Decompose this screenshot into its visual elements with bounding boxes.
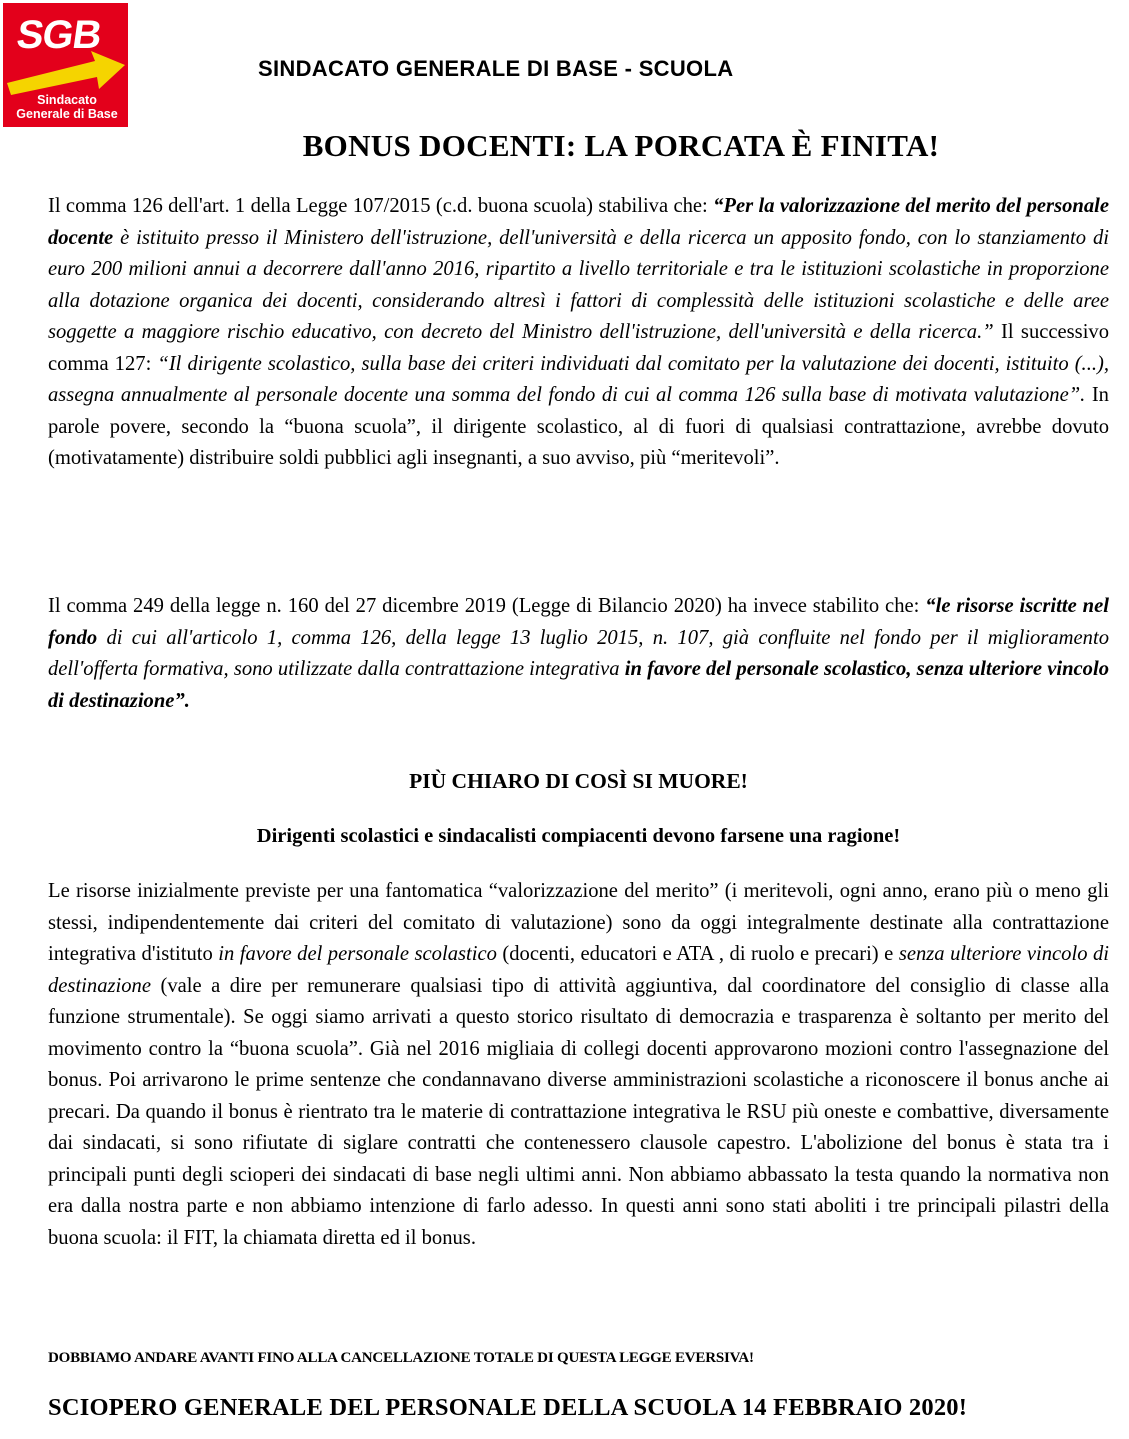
p1-quote: “Il dirigente scolastico, sulla base dei criteri individuati dal comitato per la valutazione dei docenti, istituito (...), assegna annualmente al personale docente una somma del fondo di cui al comma 126 sulla base di motivata valutazione”. <box>48 352 1110 406</box>
strike-announcement: SCIOPERO GENERALE DEL PERSONALE DELLA SCUOLA 14 FEBBRAIO 2020! <box>48 1394 968 1421</box>
paragraph-risorse <box>48 876 1109 1254</box>
heading-piu-chiaro: PIÙ CHIARO DI COSÌ SI MUORE! <box>409 769 748 793</box>
p3-text: Le risorse inizialmente previste per una fantomatica “valorizzazione del merito” (i meritevoli, ogni anno, erano più o meno gli stessi, indipendentemente dai criteri del comitato di valutazione) sono da oggi integralmente destinate alla contrattazione integrativa d'istituto <box>48 880 1109 965</box>
p2-quote-bold: in favore del personale scolastico, senza ulteriore vincolo di destinazione”. <box>48 658 1109 712</box>
caps-statement: DOBBIAMO ANDARE AVANTI FINO ALLA CANCELLAZIONE TOTALE DI QUESTA LEGGE EVERSIVA! <box>48 1350 754 1366</box>
organization-title: SINDACATO GENERALE DI BASE - SCUOLA <box>258 56 734 81</box>
p3-text: (vale a dire per remunerare qualsiasi tipo di attività aggiuntiva, dal coordinatore del consiglio di classe alla funzione strumentale). Se oggi siamo arrivati a questo storico risultato di democrazia e trasparenza è soltanto per merito del movimento contro la “buona scuola”. Già nel 2016 migliaia di collegi docenti approvarono mozioni contro l'assegnazione del bonus. Poi arrivarono le prime sentenze che condannavano diverse amministrazioni scolastiche a riconoscere il bonus anche ai precari. Da quando il bonus è rientrato tra le materie di contrattazione integrativa le RSU più oneste e combattive, diversamente dai sindacati, si sono rifiutate di siglare contratti che contenessero clausole capestro. L'abolizione del bonus è stata tra i principali punti degli scioperi dei sindacati di base negli ultimi anni. Non abbiamo abbassato la testa quando la normativa non era dalla nostra parte e non abbiamo intenzione di farlo adesso. In questi anni sono stati aboliti i tre principali pilastri della buona scuola: il FIT, la chiamata diretta ed il bonus. <box>48 974 1109 1249</box>
p3-text: (docenti, educatori e ATA , di ruolo e precari) e <box>496 943 899 965</box>
p2-text: Il comma 249 della legge n. 160 del 27 dicembre 2019 (Legge di Bilancio 2020) ha invece stabilito che: <box>48 595 926 617</box>
sgb-logo <box>3 3 128 127</box>
p1-quote: è istituito presso il Ministero dell'istruzione, dell'università e della ricerca un apposito fondo, con lo stanziamento di euro 200 milioni annui a decorrere dall'anno 2016, ripartito a livello territoriale e tra le istituzioni scolastiche in proporzione alla dotazione organica dei docenti, considerando altresì i fattori di complessità delle istituzioni scolastiche e delle aree soggette a maggiore rischio educativo, con decreto del Ministro dell'istruzione, dell'università e della ricerca.” <box>48 226 1109 343</box>
logo-subtitle-line2: Generale di Base <box>16 107 118 121</box>
p1-text: Il successivo comma 127: <box>48 321 1110 375</box>
p2-quote-bold: “le risorse iscritte nel fondo <box>48 595 1109 649</box>
p3-italic: senza ulteriore vincolo di destinazione <box>48 943 1110 997</box>
p1-text: Il comma 126 dell'art. 1 della Legge 107/2015 (c.d. buona scuola) stabiliva che: <box>48 195 714 217</box>
p3-italic: in favore del personale scolastico <box>218 943 497 965</box>
p1-text: In parole povere, secondo la “buona scuola”, il dirigente scolastico, al di fuori di qualsiasi contrattazione, avrebbe dovuto (motivatamente) distribuire soldi pubblici agli insegnanti, a suo avviso, più “meritevoli”. <box>48 384 1109 469</box>
p1-quote-bold: “Per la valorizzazione del merito del personale docente <box>48 195 1109 249</box>
p2-quote: di cui all'articolo 1, comma 126, della legge 13 luglio 2015, n. 107, già confluite nel fondo per il miglioramento dell'offerta formativa, sono utilizzate dalla contrattazione integrativa <box>48 626 1109 680</box>
paragraph-comma-126 <box>48 191 1109 475</box>
logo-subtitle-line1: Sindacato <box>37 93 97 107</box>
document-title: BONUS DOCENTI: LA PORCATA È FINITA! <box>302 128 940 163</box>
heading-dirigenti: Dirigenti scolastici e sindacalisti compiacenti devono farsene una ragione! <box>256 825 901 847</box>
paragraph-comma-249 <box>48 591 1109 717</box>
logo-text: SGB <box>13 13 104 57</box>
